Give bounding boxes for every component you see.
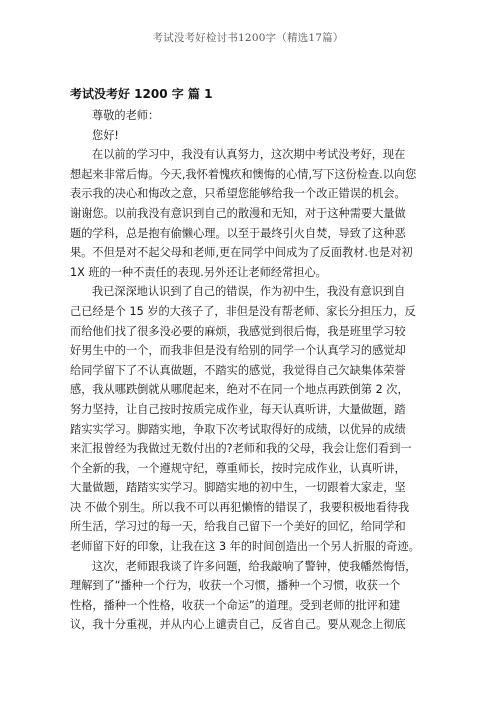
section-heading: 考试没考好 1200 字 篇 1	[70, 87, 213, 101]
body-line: 议，我十分重视，并从内心上谴责自己，反省自己。要从观念上彻底	[70, 618, 406, 632]
body-line: 老师留下好的印象，让我在这 3 年的时间创造出一个另人折服的奇迹。	[70, 540, 420, 554]
body-line: 我已深深地认识到了自己的错误，作为初中生，我没有意识到自	[92, 285, 406, 299]
body-line: 而给他们找了很多没必要的麻烦，我感觉到很后悔，我是班里学习较	[70, 324, 406, 338]
body-line: 在以前的学习中，我没有认真努力，这次期中考试没考好，现在	[92, 148, 406, 162]
body-line: 题的学科，总是抱有偷懒心理。以至于最终引火自焚，导致了这种恶	[70, 226, 406, 240]
body-line: 踏实实学习。脚踏实地，争取下次考试取得好的成绩，以优异的成绩	[70, 422, 406, 436]
body-line: 1X 班的一种不责任的表现.另外还让老师经常担心。	[70, 265, 327, 279]
body-line: 好男生中的一个，而我非但是没有给别的同学一个认真学习的感觉却	[70, 344, 406, 358]
body-line: 个全新的我，一个遵规守纪，尊重师长，按时完成作业，认真听讲，	[70, 461, 406, 475]
body-line: 决 不做个别生。所以我不可以再犯懒惰的错误了，我要积极地看待我	[70, 500, 410, 514]
body-line: 果。不但是对不起父母和老师,更在同学中间成为了反面教材.也是对初	[70, 246, 413, 260]
page-header-title: 考试没考好检讨书1200字（精选17篇）	[152, 32, 344, 44]
body-line: 来汇报曾经为我做过无数付出的?老师和我的父母，我会让您们看到一	[70, 442, 412, 456]
body-line: 努力坚持，让自己按时按质完成作业，每天认真听讲，大量做题，踏	[70, 402, 406, 416]
body-line: 表示我的决心和悔改之意，只希望您能够给我一个改正错误的机会。	[70, 187, 406, 201]
body-line: 这次，老师跟我谈了许多问题，给我敲响了警钟，使我幡然悔悟，	[92, 559, 417, 573]
body-line: 性格，播种一个性格，收获一个命运”的道理。受到老师的批评和建	[70, 598, 401, 612]
body-line: 想起来非常后悔。今天,我怀着愧疚和懊悔的心情,写下这份检查.以向您	[70, 167, 417, 181]
body-line: 理解到了“播种一个行为，收获一个习惯，播种一个习惯，收获一个	[70, 579, 401, 593]
body-line: 大量做题，踏踏实实学习。脚踏实地的初中生，一切跟着大家走，坚	[70, 481, 406, 495]
salutation: 尊敬的老师：	[92, 109, 160, 122]
letter-body	[70, 145, 426, 635]
body-line: 己已经是个 15 岁的大孩子了，非但是没有帮老师、家长分担压力，反	[70, 304, 416, 318]
body-line: 给同学留下了不认真做题，不踏实的感觉，我觉得自己欠缺集体荣誉	[70, 363, 406, 377]
greeting: 您好!	[92, 128, 119, 142]
body-line: 所生活，学习过的每一天，给我自己留下一个美好的回忆，给同学和	[70, 520, 406, 534]
body-line: 感，我从哪跌倒就从哪爬起来，绝对不在同一个地点再跌倒第 2 次，	[70, 383, 409, 397]
document-body	[70, 84, 426, 635]
body-line: 谢谢您。以前我没有意识到自己的散漫和无知，对于这种需要大量做	[70, 206, 406, 220]
